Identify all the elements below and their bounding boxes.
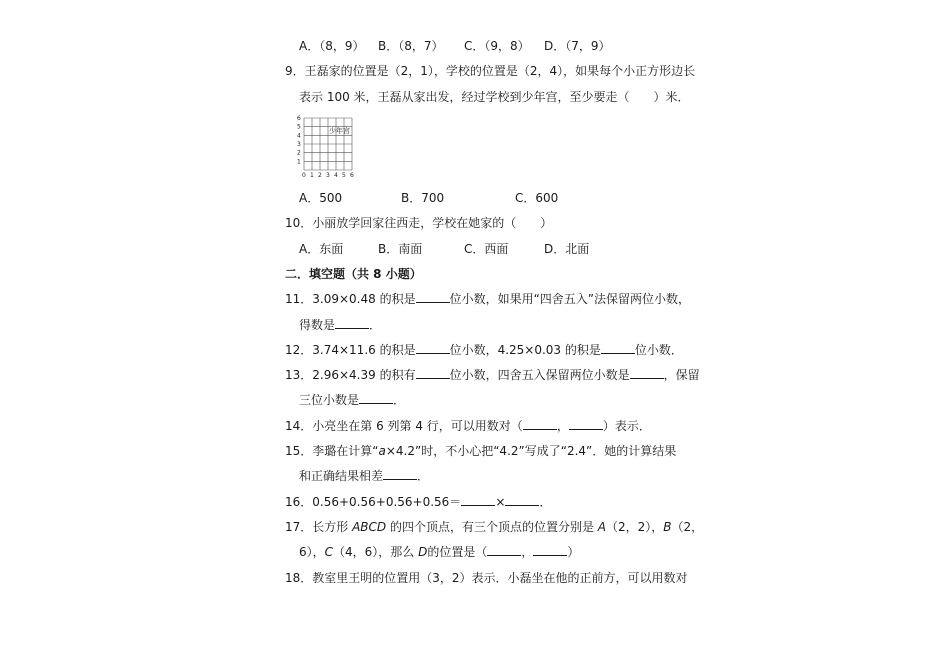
variable: C [324, 545, 334, 559]
answer-blank[interactable] [359, 392, 393, 404]
grid-x-label: 6 [350, 172, 354, 178]
answer-blank[interactable] [335, 317, 369, 329]
q9-line2: 表示 100 米，王磊从家出发，经过学校到少年宫，至少要走（ ）米． [299, 90, 690, 104]
q11-text: 位小数，如果用“四舍五入”法保留两位小数， [449, 292, 691, 306]
answer-blank[interactable] [416, 342, 450, 354]
q17-text: （2， [671, 520, 704, 534]
q18-line1: 18．教室里王明的位置用（3，2）表示．小磊坐在他的正前方，可以用数对 [285, 571, 688, 585]
q12-text: 位小数． [634, 343, 683, 357]
q9-grid-figure [294, 114, 364, 178]
q14-text: ）表示． [602, 419, 651, 433]
q13-text: ，保留 [663, 368, 700, 382]
grid-x-label: 0 [302, 172, 306, 178]
grid-x-label: 3 [326, 172, 330, 178]
q13-line1 [285, 367, 700, 383]
grid-y-label: 4 [297, 132, 301, 140]
answer-blank[interactable] [601, 342, 635, 354]
q10-option-d: D．北面 [544, 242, 590, 256]
q15-text: 15．李璐在计算“ [285, 444, 379, 458]
q17-text: ， [521, 545, 534, 559]
answer-blank[interactable] [487, 544, 521, 556]
grid-x-label: 2 [318, 172, 322, 178]
grid-x-label: 4 [334, 172, 338, 178]
grid-x-label: 5 [342, 172, 346, 178]
q9-line1: 9．王磊家的位置是（2，1），学校的位置是（2，4），如果每个小正方形边长 [285, 64, 696, 78]
q17-text: 的位置是（ [427, 545, 488, 559]
q15-line2 [299, 468, 429, 484]
variable: ABCD [352, 520, 387, 534]
q16-text: ． [539, 495, 552, 509]
q15-text: 和正确结果相差 [299, 469, 384, 483]
q17-line1 [285, 519, 703, 535]
answer-blank[interactable] [569, 418, 603, 430]
answer-blank[interactable] [461, 494, 495, 506]
q17-text: ） [567, 545, 580, 559]
grid-x-label: 1 [310, 172, 314, 178]
answer-blank[interactable] [383, 468, 417, 480]
q8-option-b: B．（8，7） [378, 39, 444, 53]
grid-y-label: 2 [297, 149, 301, 157]
section-heading: 二．填空题（共 8 小题） [285, 267, 422, 281]
q17-text: （4，6），那么 [333, 545, 419, 559]
q17-text: 6）， [299, 545, 325, 559]
q8-option-c: C．（9，8） [464, 39, 530, 53]
q14-text: ， [556, 419, 569, 433]
q13-text: 位小数，四舍五入保留两位小数是 [449, 368, 630, 382]
q8-option-a: A．（8，9） [299, 39, 365, 53]
q15-text: ×4.2”时，不小心把“4.2”写成了“2.4”．她的计算结果 [385, 444, 677, 458]
variable: B [663, 520, 672, 534]
q15-text: ． [417, 469, 430, 483]
q10-option-a: A．东面 [299, 242, 344, 256]
q11-line1 [285, 291, 690, 307]
answer-blank[interactable] [505, 494, 539, 506]
q16-line [285, 494, 551, 510]
q13-line2 [299, 392, 405, 408]
q14-line [285, 418, 651, 434]
q13-text: 三位小数是 [299, 393, 360, 407]
q17-line2 [299, 544, 579, 560]
q10-question: 10．小丽放学回家往西走，学校在她家的（ ） [285, 216, 553, 230]
variable: a [378, 444, 386, 458]
q17-text: 17．长方形 [285, 520, 353, 534]
q10-option-c: C．西面 [464, 242, 509, 256]
grid-y-label: 6 [297, 115, 301, 122]
variable: D [418, 545, 428, 559]
q13-text: 13．2.96×4.39 的积有 [285, 368, 416, 382]
q9-option-a: A．500 [299, 191, 343, 205]
q14-text: 14．小亮坐在第 6 列第 4 行，可以用数对（ [285, 419, 523, 433]
answer-blank[interactable] [416, 367, 450, 379]
q16-text: 16．0.56+0.56+0.56+0.56＝ [285, 495, 462, 509]
grid-y-label: 3 [297, 141, 301, 148]
q9-option-b: B．700 [401, 191, 445, 205]
q16-text: × [495, 495, 506, 509]
q12-text: 位小数，4.25×0.03 的积是 [449, 343, 601, 357]
answer-blank[interactable] [630, 367, 664, 379]
q17-text: （2，2）， [606, 520, 664, 534]
grid-y-label: 1 [297, 158, 301, 166]
grid-marker-label: 少年宫 [329, 127, 350, 135]
variable: A [597, 520, 607, 534]
answer-blank[interactable] [416, 291, 450, 303]
answer-blank[interactable] [533, 544, 567, 556]
q11-text: ． [369, 318, 382, 332]
grid-y-label: 5 [297, 123, 301, 131]
q11-text: 得数是 [299, 318, 336, 332]
q10-option-b: B．南面 [378, 242, 423, 256]
q11-text: 11．3.09×0.48 的积是 [285, 292, 416, 306]
q17-text: 的四个顶点，有三个顶点的位置分别是 [386, 520, 598, 534]
q12-text: 12．3.74×11.6 的积是 [285, 343, 416, 357]
answer-blank[interactable] [523, 418, 557, 430]
q9-option-c: C．600 [515, 191, 559, 205]
q13-text: ． [393, 393, 406, 407]
q8-option-d: D．（7，9） [544, 39, 611, 53]
q11-line2 [299, 317, 381, 333]
q12-line [285, 342, 683, 358]
q15-line1 [285, 443, 676, 459]
